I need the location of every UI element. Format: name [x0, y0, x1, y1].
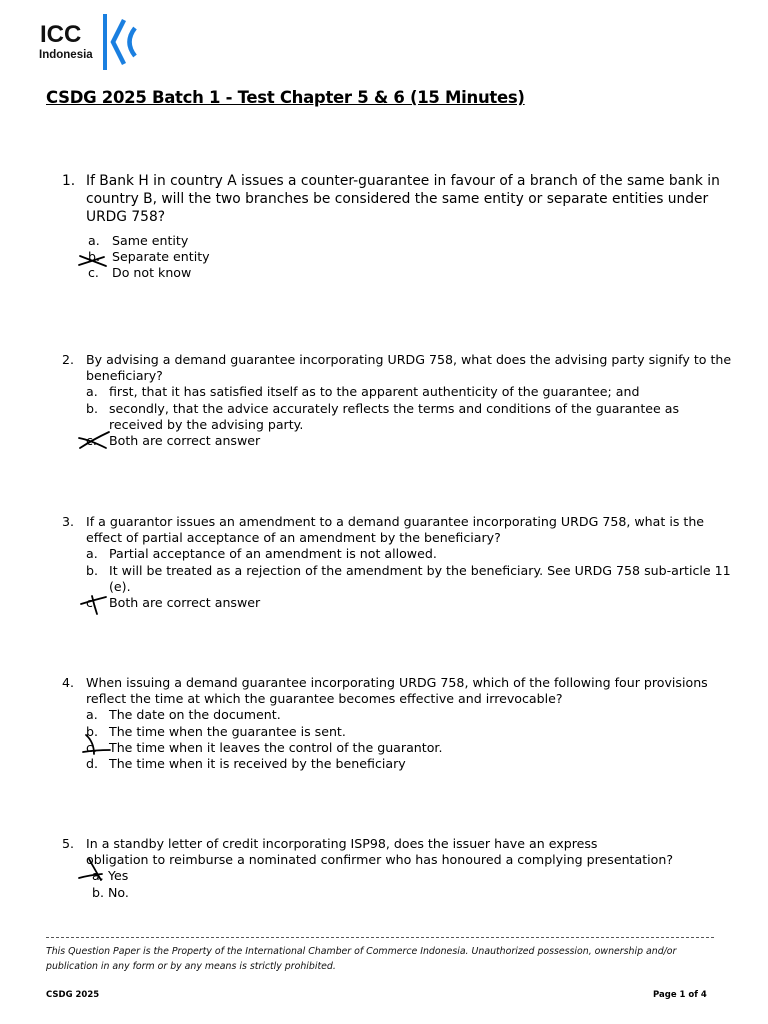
- option-a[interactable]: a. first, that it has satisfied itself as to the apparent authenticity of the guarantee; and: [86, 384, 640, 400]
- option-c[interactable]: c. Both are correct answer: [86, 433, 261, 449]
- question-2: [62, 352, 732, 449]
- option-c[interactable]: c. Both are correct answer: [86, 595, 261, 611]
- icc-brand-mark-icon: [100, 12, 140, 72]
- question-text: When issuing a demand guarantee incorporating URDG 758, which of the following four provisions reflect the time at which the guarantee becomes effective and irrevocable?: [86, 675, 708, 707]
- question-3: [62, 514, 732, 611]
- option-b[interactable]: b. secondly, that the advice accurately reflects the terms and conditions of the guarantee as received by the advising party.: [86, 400, 680, 432]
- question-text: If Bank H in country A issues a counter-guarantee in favour of a branch of the same bank in country B, will the two branches be considered the same entity or separate entities under URDG 758?: [86, 173, 720, 226]
- question-text: By advising a demand guarantee incorporating URDG 758, what does the advising party signify to the beneficiary?: [86, 352, 732, 384]
- option-d[interactable]: d. The time when it is received by the beneficiary: [86, 756, 406, 772]
- footer-course-code: CSDG 2025: [46, 990, 100, 1000]
- option-b[interactable]: b. Separate entity: [88, 248, 210, 264]
- footer-notice: This Question Paper is the Property of the International Chamber of Commerce Indonesia. Unauthorized possession, ownership and/or publication in any form or by any means is strictly prohibited.: [46, 946, 677, 972]
- question-text-line2: obligation to reimburse a nominated confirmer who has honoured a complying presentation?: [86, 852, 674, 868]
- logo-country-text: Indonesia: [39, 49, 93, 61]
- option-b[interactable]: b. It will be treated as a rejection of the amendment by the beneficiary. See URDG 758 sub-article 11 (e).: [86, 562, 731, 594]
- question-text-line1: In a standby letter of credit incorporating ISP98, does the issuer have an express: [86, 836, 598, 851]
- question-4: [62, 675, 732, 772]
- footer-divider: [46, 937, 714, 938]
- question-number: 3.: [62, 514, 75, 529]
- question-number: 4.: [62, 675, 75, 690]
- page-number: Page 1 of 4: [653, 990, 707, 1000]
- option-a[interactable]: a. Partial acceptance of an amendment is not allowed.: [86, 546, 437, 562]
- option-c[interactable]: c. The time when it leaves the control of the guarantor.: [86, 739, 443, 755]
- option-b[interactable]: b. No.: [92, 884, 129, 900]
- icc-indonesia-logo: [38, 12, 148, 74]
- logo-icc-text: ICC: [40, 21, 82, 48]
- option-a[interactable]: a. Yes: [92, 868, 129, 884]
- question-1: [62, 172, 732, 281]
- question-number: 2.: [62, 352, 75, 367]
- question-text: If a guarantor issues an amendment to a demand guarantee incorporating URDG 758, what is the effect of partial acceptance of an amendment by the beneficiary?: [86, 514, 705, 546]
- option-a[interactable]: a. The date on the document.: [86, 707, 281, 723]
- option-c[interactable]: c. Do not know: [88, 265, 192, 281]
- option-a[interactable]: a. Same entity: [88, 232, 189, 248]
- question-5: [62, 836, 732, 901]
- page-title: CSDG 2025 Batch 1 - Test Chapter 5 & 6 (15 Minutes): [46, 88, 525, 107]
- question-number: 1.: [62, 173, 76, 189]
- question-number: 5.: [62, 836, 75, 851]
- option-b[interactable]: b. The time when the guarantee is sent.: [86, 723, 346, 739]
